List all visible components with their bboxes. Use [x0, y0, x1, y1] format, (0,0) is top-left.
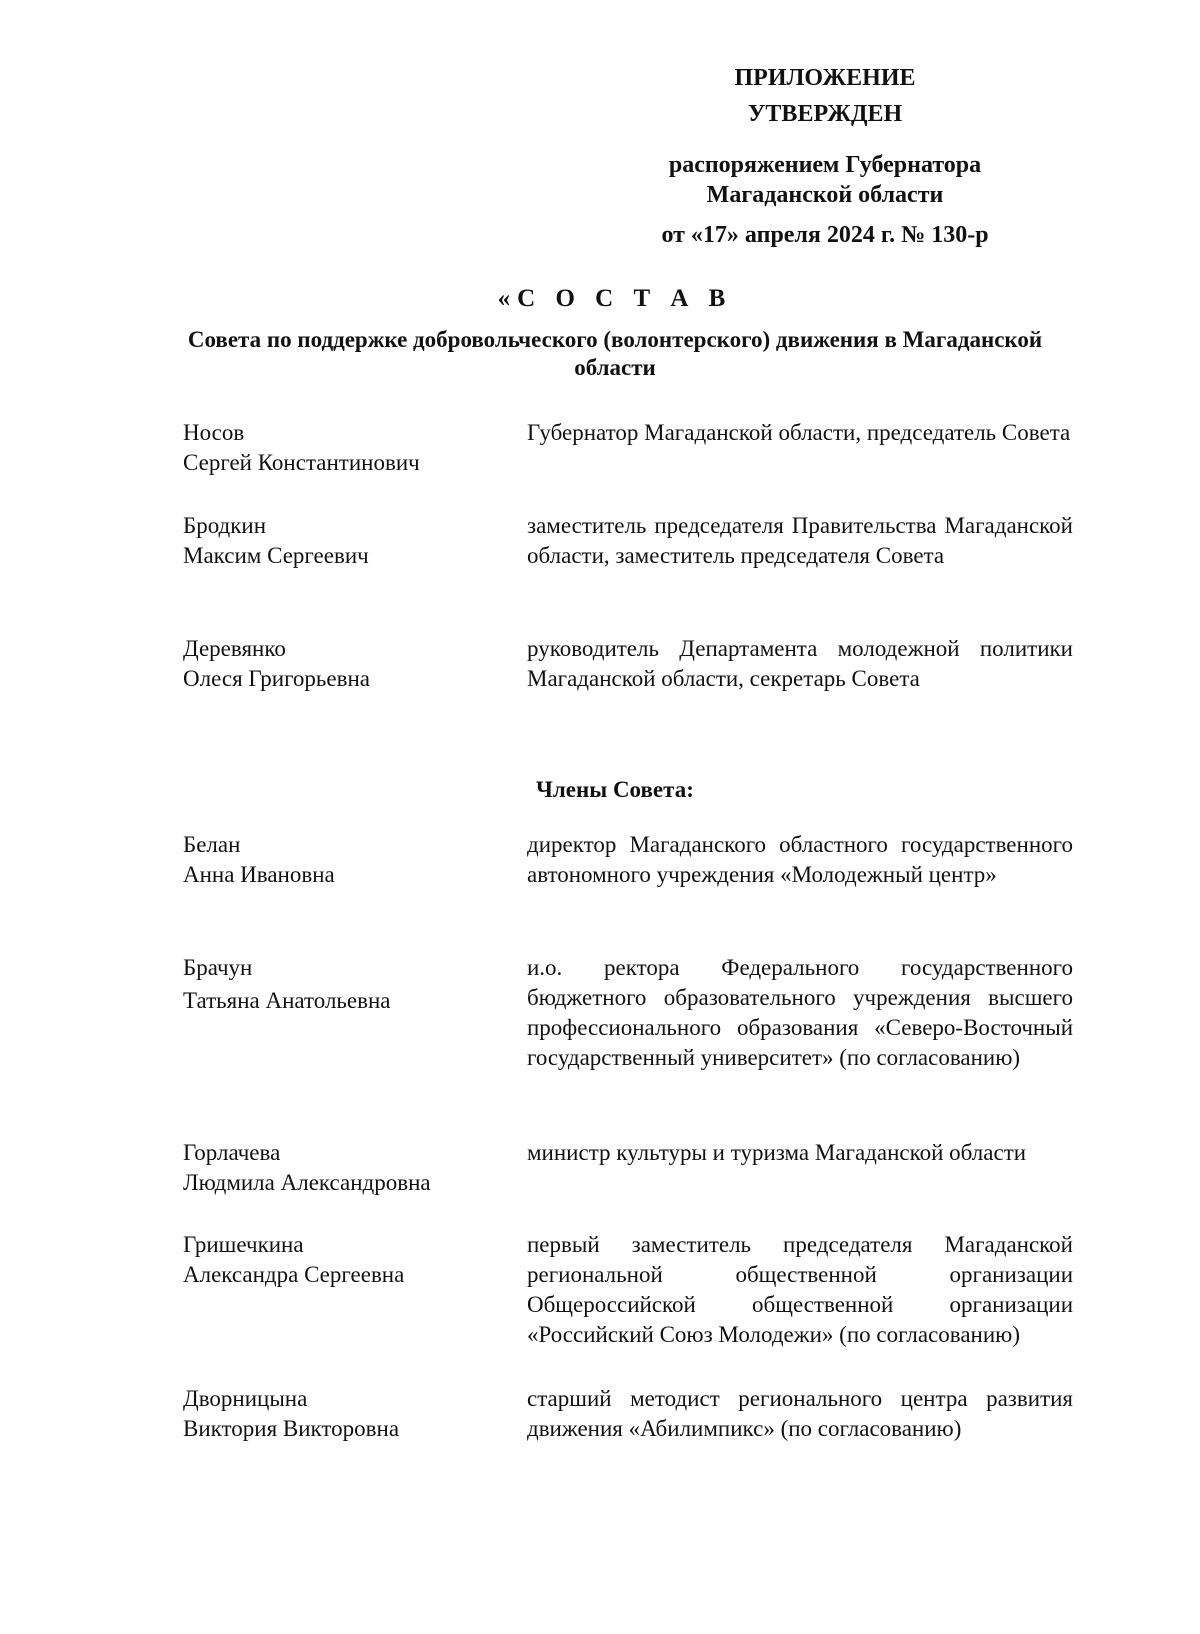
- member-name: [183, 634, 503, 694]
- member-role: Губернатор Магаданской области, председатель Совета: [527, 420, 1071, 445]
- member-surname: Горлачева: [183, 1140, 281, 1165]
- document-title: «С О С Т А В: [497, 285, 733, 312]
- member-surname: Бродкин: [183, 513, 267, 538]
- member-role: заместитель председателя Правительства Магаданской области, заместитель председателя Совета: [527, 513, 1073, 568]
- member-given-names: Виктория Викторовна: [183, 1416, 400, 1441]
- member-name: [183, 1138, 503, 1198]
- member-surname: Дворницына: [183, 1386, 308, 1411]
- member-role: и.о. ректора Федерального государственного бюджетного образовательного учреждения высшего профессионального образования «Северо-Восточный государственный университет» (по согласованию): [527, 955, 1073, 1070]
- appendix-label: ПРИЛОЖЕНИЕ: [734, 65, 916, 91]
- member-role: первый заместитель председателя Магаданской региональной общественной организации Общероссийской общественной организации «Российский Союз Молодежи» (по согласованию): [527, 1232, 1073, 1347]
- member-given-names: Татьяна Анатольевна: [183, 988, 391, 1013]
- member-surname: Деревянко: [183, 636, 286, 661]
- member-name: [183, 1384, 503, 1444]
- document-subtitle: Совета по поддержке добровольческого (волонтерского) движения в Магаданской области: [187, 327, 1043, 380]
- member-given-names: Сергей Константинович: [183, 450, 420, 475]
- member-surname: Брачун: [183, 955, 253, 980]
- member-given-names: Максим Сергеевич: [183, 543, 369, 568]
- member-given-names: Александра Сергеевна: [183, 1262, 405, 1287]
- approval-order-text: распоряжением Губернатора Магаданской области: [668, 152, 982, 208]
- member-role: старший методист регионального центра развития движения «Абилимпикс» (по согласованию): [527, 1386, 1073, 1441]
- member-surname: Белан: [183, 832, 241, 857]
- member-given-names: Олеся Григорьевна: [183, 666, 370, 691]
- approval-order-date: от «17» апреля 2024 г. № 130-р: [661, 222, 989, 248]
- member-surname: Носов: [183, 420, 245, 445]
- approval-block: [630, 60, 1020, 250]
- member-name: [183, 830, 503, 890]
- member-given-names: Анна Ивановна: [183, 862, 335, 887]
- member-name: [183, 418, 503, 478]
- member-role: руководитель Департамента молодежной политики Магаданской области, секретарь Совета: [527, 636, 1073, 691]
- members-heading: Члены Совета:: [536, 777, 694, 802]
- member-role: министр культуры и туризма Магаданской области: [527, 1140, 1027, 1165]
- member-role: директор Магаданского областного государственного автономного учреждения «Молодежный центр»: [527, 832, 1073, 887]
- member-name: [183, 511, 503, 571]
- member-name: [183, 953, 503, 1016]
- member-surname: Гришечкина: [183, 1232, 304, 1257]
- member-name: [183, 1230, 503, 1290]
- approved-label: УТВЕРЖДЕН: [747, 101, 903, 127]
- member-given-names: Людмила Александровна: [183, 1170, 431, 1195]
